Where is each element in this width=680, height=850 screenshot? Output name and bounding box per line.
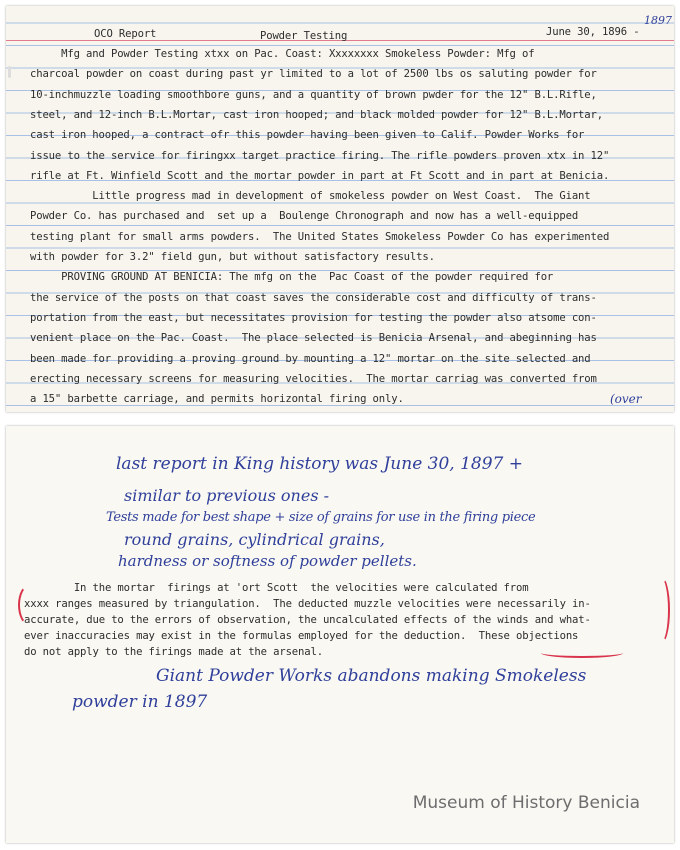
typed-line: steel, and 12-inch B.L.Mortar, cast iron hooped; and black molded powder for 12" B.L.Mortar, [30,108,603,121]
handwritten-note-line: hardness or softness of powder pellets. [118,552,417,570]
card-edge-mark [8,66,11,78]
typed-line: Mfg and Powder Testing xtxx on Pac. Coast: Xxxxxxxx Smokeless Powder: Mfg of [30,48,535,60]
typed-line: accurate, due to the errors of observation, the uncalculated effects of the winds and what- [24,614,591,626]
header-date-annotation: 1897 [644,14,672,27]
typed-line: testing plant for small arms powders. The United States Smokeless Powder Co has experimented [30,230,610,243]
typed-line: a 15" barbette carriage, and permits horizontal firing only. [30,393,404,406]
index-card-bottom [6,426,674,843]
typed-line: with powder for 3.2" field gun, but without satisfactory results. [30,251,435,263]
header-report-label: OCO Report [94,28,157,40]
typed-line: venient place on the Pac. Coast. The place selected is Benicia Arsenal, and abeginning has [30,332,597,345]
typed-line: Powder Co. has purchased and set up a Boulenge Chronograph and now has a well-equipped [30,210,579,223]
header-subject: Powder Testing [260,30,348,42]
handwritten-note-line: last report in King history was June 30, 1897 + [116,454,524,474]
typed-line: xxxx ranges measured by triangulation. The deducted muzzle velocities were necessarily in- [24,598,591,610]
handwritten-note-line: round grains, cylindrical grains, [124,530,385,549]
red-pen-underline [541,648,623,658]
handwritten-note-line: similar to previous ones - [124,486,330,505]
typed-line: the service of the posts on that coast saves the considerable cost and difficulty of trans- [30,291,597,304]
museum-watermark: Museum of History Benicia [412,793,640,813]
typed-line: issue to the service for firingxx target practice firing. The rifle powders proven xtx in 12" [30,149,610,162]
typed-line: In the mortar firings at 'ort Scott the velocities were calculated from [24,582,529,594]
index-card-top [6,6,674,412]
typed-line: been made for providing a proving ground by mounting a 12" mortar on the site selected and [30,352,591,365]
typed-line: cast iron hooped, a contract ofr this powder having been given to Calif. Powder Works for [30,129,585,142]
typed-line: Little progress mad in development of smokeless powder on West Coast. The Giant [30,190,591,203]
header-date: June 30, 1896 - [546,26,640,38]
typed-line: 10-inchmuzzle loading smoothbore guns, and a quantity of brown pwder for the 12" B.L.Rifle, [30,88,597,101]
over-note: (over [610,392,642,406]
red-pen-bracket-right [652,576,670,644]
typed-line: ever inaccuracies may exist in the formulas employed for the deduction. These objections [24,630,579,642]
handwritten-conclusion-line: powder in 1897 [72,692,208,712]
typed-line: rifle at Ft. Winfield Scott and the mortar powder in part at Ft Scott and in part at Benicia. [30,169,610,182]
handwritten-conclusion-line: Giant Powder Works abandons making Smokeless [156,666,587,686]
typed-line: PROVING GROUND AT BENICIA: The mfg on the Pac Coast of the powder required for [30,271,554,284]
typed-line: do not apply to the firings made at the arsenal. [24,646,323,658]
typed-line: erecting necessary screens for measuring velocities. The mortar carriag was converted from [30,372,597,385]
red-pen-bracket-left [18,584,42,626]
typed-line: charcoal powder on coast during past yr limited to a lot of 2500 lbs os saluting powder for [30,68,597,81]
typed-line: portation from the east, but necessitates provision for testing the powder also atsome con- [30,311,597,324]
handwritten-note-line: Tests made for best shape + size of grains for use in the firing piece [106,510,536,525]
